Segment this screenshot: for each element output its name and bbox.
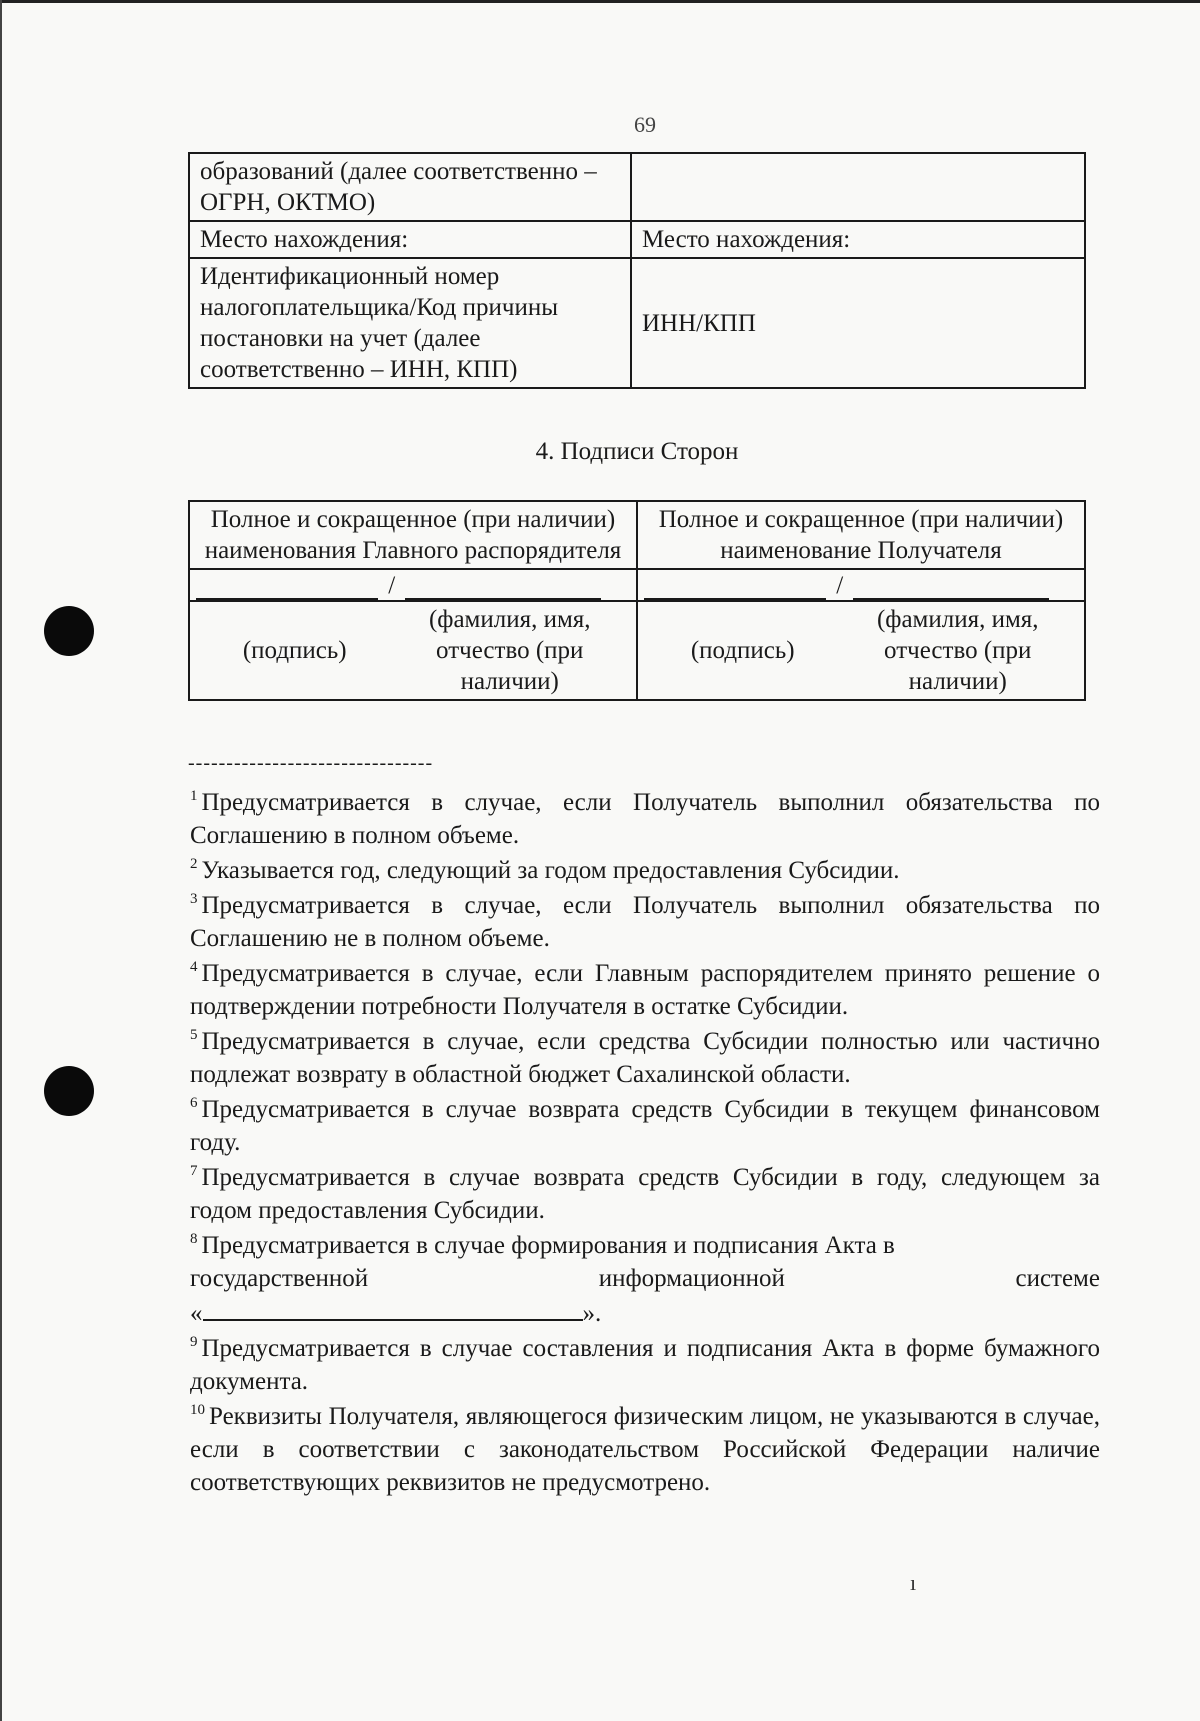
- recipient-signature-labels: [637, 601, 1085, 700]
- requisites-table: [188, 152, 1086, 389]
- table-row: [189, 501, 1085, 569]
- table-row: [189, 601, 1085, 700]
- table-row: [189, 569, 1085, 601]
- table-row: [189, 153, 1085, 221]
- signature-label: (подпись): [690, 637, 795, 664]
- footnote: $^9$ Предусматривается в случае составления и подписания Акта в форме бумажного документа.: [190, 1334, 1100, 1395]
- grantor-signature-labels: [189, 601, 637, 700]
- table-row: [189, 221, 1085, 258]
- slash: /: [388, 572, 396, 599]
- footnote: $^1$ Предусматривается в случае, если Получатель выполнил обязательства по Соглашению в полном объеме.: [190, 788, 1100, 849]
- name-blank: [853, 570, 1048, 600]
- system-name-blank: [203, 1295, 583, 1321]
- footnote: $^8$ Предусматривается в случае формирования и подписания Акта в государственной информационной системе « ».: [190, 1231, 1100, 1327]
- scan-left-edge: [0, 0, 2, 1721]
- section-title: 4. Подписи Сторон: [535, 438, 739, 465]
- signature-blank: [196, 570, 378, 600]
- table-cell: ИНН/КПП: [631, 258, 1085, 388]
- footnote: $^{10}$ Реквизиты Получателя, являющегося физическим лицом, не указываются в случае, если в соответствии с законодательством Российской Федерации наличие соответствующих реквизитов не предусмотрено.: [190, 1402, 1100, 1496]
- footnotes: [190, 786, 1100, 1501]
- footnote: $^3$ Предусматривается в случае, если Получатель выполнил обязательства по Соглашению не в полном объеме.: [190, 891, 1100, 952]
- table-row: [189, 258, 1085, 388]
- punch-hole-top: [44, 606, 94, 656]
- corner-mark: ı: [910, 1570, 917, 1595]
- footnote: $^7$ Предусматривается в случае возврата средств Субсидии в году, следующем за годом предоставления Субсидии.: [190, 1163, 1100, 1224]
- recipient-signature-line: [637, 569, 1085, 601]
- footnote-separator: --------------------------------: [188, 752, 434, 774]
- name-blank: [405, 570, 600, 600]
- footnote: $^6$ Предусматривается в случае возврата средств Субсидии в текущем финансовом году.: [190, 1095, 1100, 1156]
- footnote: $^2$ Указывается год, следующий за годом предоставления Субсидии.: [190, 856, 900, 884]
- page-number: 69: [634, 112, 656, 137]
- name-label: (фамилия, имя, отчество (при наличии): [428, 606, 591, 695]
- grantor-header: Полное и сокращенное (при наличии) наименования Главного распорядителя: [189, 501, 637, 569]
- name-label: (фамилия, имя, отчество (при наличии): [876, 606, 1039, 695]
- signature-label: (подпись): [242, 637, 347, 664]
- table-cell: Место нахождения:: [189, 221, 631, 258]
- scan-top-edge: [0, 0, 1200, 3]
- table-cell: образований (далее соответственно – ОГРН, ОКТМО): [189, 153, 631, 221]
- slash: /: [836, 572, 844, 599]
- table-cell: [631, 153, 1085, 221]
- recipient-header: Полное и сокращенное (при наличии) наименование Получателя: [637, 501, 1085, 569]
- punch-hole-bottom: [44, 1066, 94, 1116]
- signatures-table: [188, 500, 1086, 701]
- footnote: $^4$ Предусматривается в случае, если Главным распорядителем принято решение о подтверждении потребности Получателя в остатке Субсидии.: [190, 959, 1100, 1020]
- footnote: $^5$ Предусматривается в случае, если средства Субсидии полностью или частично подлежат возврату в областной бюджет Сахалинской области.: [190, 1027, 1100, 1088]
- signature-blank: [644, 570, 826, 600]
- table-cell: Идентификационный номер налогоплательщика/Код причины постановки на учет (далее соответственно – ИНН, КПП): [189, 258, 631, 388]
- grantor-signature-line: [189, 569, 637, 601]
- table-cell: Место нахождения:: [631, 221, 1085, 258]
